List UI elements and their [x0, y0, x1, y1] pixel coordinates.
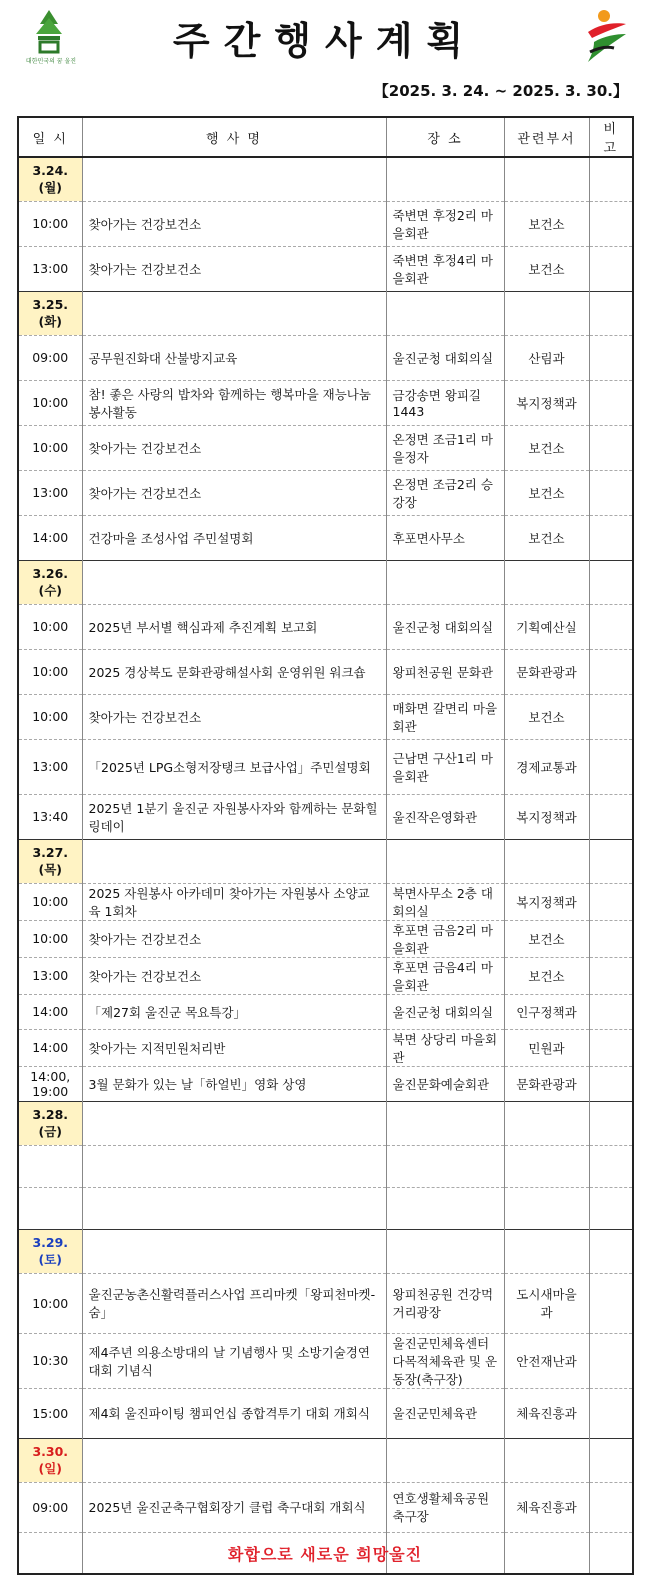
dept-cell: 인구정책과	[504, 994, 589, 1029]
time-cell: 14:00	[18, 1029, 82, 1066]
empty-cell	[504, 1229, 589, 1273]
place-cell: 북면사무소 2층 대회의실	[386, 883, 504, 920]
table-row	[18, 694, 633, 739]
header-time: 일 시	[18, 117, 82, 157]
empty-cell	[386, 157, 504, 201]
event-cell: 찾아가는 건강보건소	[82, 425, 386, 470]
note-cell	[589, 1066, 633, 1101]
note-cell	[589, 920, 633, 957]
table-row	[18, 201, 633, 246]
note-cell	[589, 604, 633, 649]
note-cell	[589, 994, 633, 1029]
dept-cell: 문화관광과	[504, 649, 589, 694]
empty-cell	[589, 839, 633, 883]
place-cell: 죽변면 후정4리 마을회관	[386, 246, 504, 291]
table-row	[18, 739, 633, 794]
time-cell: 10:00	[18, 883, 82, 920]
event-cell: 2025년 울진군축구협회장기 클럽 축구대회 개회식	[82, 1482, 386, 1532]
time-cell: 09:00	[18, 335, 82, 380]
time-cell: 15:00	[18, 1388, 82, 1438]
empty-cell	[82, 1438, 386, 1482]
note-cell	[589, 649, 633, 694]
day-label: 3.26.(수)	[18, 560, 82, 604]
dept-cell: 보건소	[504, 920, 589, 957]
place-cell: 울진군청 대회의실	[386, 604, 504, 649]
note-cell	[589, 1029, 633, 1066]
day-label: 3.24.(월)	[18, 157, 82, 201]
place-cell: 울진군민체육관	[386, 1388, 504, 1438]
table-row	[18, 1066, 633, 1101]
place-cell: 왕피천공원 문화관	[386, 649, 504, 694]
place-cell	[386, 1187, 504, 1229]
note-cell	[589, 1482, 633, 1532]
dept-cell: 보건소	[504, 515, 589, 560]
place-cell	[386, 1145, 504, 1187]
event-cell: 찾아가는 지적민원처리반	[82, 1029, 386, 1066]
empty-cell	[504, 1438, 589, 1482]
place-cell: 연호생활체육공원 축구장	[386, 1482, 504, 1532]
day-row	[18, 1438, 633, 1482]
time-cell: 13:00	[18, 246, 82, 291]
place-cell: 울진문화예술회관	[386, 1066, 504, 1101]
day-row	[18, 291, 633, 335]
dept-cell: 복지정책과	[504, 883, 589, 920]
place-cell: 왕피천공원 건강먹거리광장	[386, 1273, 504, 1333]
place-cell: 후포면 금음2리 마을회관	[386, 920, 504, 957]
event-cell: 찾아가는 건강보건소	[82, 957, 386, 994]
event-cell: 제4주년 의용소방대의 날 기념행사 및 소방기술경연대회 기념식	[82, 1333, 386, 1388]
header-event: 행 사 명	[82, 117, 386, 157]
place-cell: 금강송면 왕피길 1443	[386, 380, 504, 425]
event-cell: 3월 문화가 있는 날「하얼빈」영화 상영	[82, 1066, 386, 1101]
dept-cell: 복지정책과	[504, 380, 589, 425]
place-cell: 울진군청 대회의실	[386, 335, 504, 380]
table-row	[18, 794, 633, 839]
day-row	[18, 560, 633, 604]
time-cell: 10:00	[18, 604, 82, 649]
table-row	[18, 1187, 633, 1229]
table-row	[18, 994, 633, 1029]
empty-cell	[386, 1438, 504, 1482]
time-cell: 10:00	[18, 201, 82, 246]
empty-cell	[589, 1438, 633, 1482]
table-row	[18, 470, 633, 515]
empty-cell	[82, 1101, 386, 1145]
footer-slogan: 화합으로 새로운 희망울진	[227, 1545, 423, 1564]
empty-cell	[386, 1229, 504, 1273]
empty-cell	[82, 157, 386, 201]
event-cell: 찾아가는 건강보건소	[82, 920, 386, 957]
logo-slogan: 대한민국의 꿈 울진	[25, 58, 77, 65]
event-cell	[82, 1187, 386, 1229]
empty-cell	[82, 1229, 386, 1273]
empty-cell	[386, 560, 504, 604]
time-cell: 10:30	[18, 1333, 82, 1388]
time-cell: 10:00	[18, 380, 82, 425]
table-row	[18, 1333, 633, 1388]
place-cell: 울진군청 대회의실	[386, 994, 504, 1029]
empty-cell	[386, 291, 504, 335]
table-row	[18, 649, 633, 694]
note-cell	[589, 694, 633, 739]
place-cell: 울진군민체육센터 다목적체육관 및 운동장(축구장)	[386, 1333, 504, 1388]
dept-cell: 보건소	[504, 425, 589, 470]
table-header-row	[18, 117, 633, 157]
time-cell: 14:00	[18, 515, 82, 560]
event-cell: 「제27회 울진군 목요특강」	[82, 994, 386, 1029]
place-cell: 매화면 갈면리 마을회관	[386, 694, 504, 739]
empty-cell	[82, 839, 386, 883]
empty-cell	[504, 291, 589, 335]
table-row	[18, 515, 633, 560]
note-cell	[589, 1145, 633, 1187]
dept-cell: 보건소	[504, 246, 589, 291]
empty-cell	[504, 1101, 589, 1145]
note-cell	[589, 246, 633, 291]
empty-cell	[589, 1229, 633, 1273]
note-cell	[589, 1388, 633, 1438]
place-cell: 후포면 금음4리 마을회관	[386, 957, 504, 994]
event-cell: 건강마을 조성사업 주민설명회	[82, 515, 386, 560]
note-cell	[589, 425, 633, 470]
header-place: 장 소	[386, 117, 504, 157]
empty-cell	[589, 1101, 633, 1145]
table-row	[18, 335, 633, 380]
table-row	[18, 1388, 633, 1438]
day-row	[18, 839, 633, 883]
time-cell: 14:00, 19:00	[18, 1066, 82, 1101]
day-label: 3.30.(일)	[18, 1438, 82, 1482]
empty-cell	[589, 157, 633, 201]
empty-cell	[589, 291, 633, 335]
place-cell: 온정면 조금1리 마을정자	[386, 425, 504, 470]
time-cell: 09:00	[18, 1482, 82, 1532]
time-cell: 10:00	[18, 1273, 82, 1333]
event-cell: 찾아가는 건강보건소	[82, 470, 386, 515]
dept-cell: 복지정책과	[504, 794, 589, 839]
dept-cell: 체육진흥과	[504, 1388, 589, 1438]
weekly-schedule-table	[17, 116, 634, 1575]
place-cell: 북면 상당리 마을회관	[386, 1029, 504, 1066]
note-cell	[589, 957, 633, 994]
dept-cell: 안전재난과	[504, 1333, 589, 1388]
note-cell	[589, 1333, 633, 1388]
event-cell: 2025 자원봉사 아카데미 찾아가는 자원봉사 소양교육 1회차	[82, 883, 386, 920]
dept-cell	[504, 1187, 589, 1229]
table-row	[18, 380, 633, 425]
time-cell: 10:00	[18, 920, 82, 957]
empty-cell	[504, 560, 589, 604]
day-row	[18, 1229, 633, 1273]
empty-cell	[386, 1101, 504, 1145]
event-cell: 공무원진화대 산불방지교육	[82, 335, 386, 380]
day-label: 3.29.(토)	[18, 1229, 82, 1273]
dept-cell: 도시새마을과	[504, 1273, 589, 1333]
table-row	[18, 1482, 633, 1532]
time-cell: 10:00	[18, 694, 82, 739]
event-cell: 찾아가는 건강보건소	[82, 201, 386, 246]
day-row	[18, 157, 633, 201]
event-cell: 2025년 1분기 울진군 자원봉사자와 함께하는 문화힐링데이	[82, 794, 386, 839]
dept-cell: 보건소	[504, 470, 589, 515]
time-cell: 13:00	[18, 957, 82, 994]
day-label: 3.28.(금)	[18, 1101, 82, 1145]
note-cell	[589, 739, 633, 794]
time-cell: 13:00	[18, 470, 82, 515]
time-cell: 10:00	[18, 425, 82, 470]
time-cell: 13:40	[18, 794, 82, 839]
time-cell: 14:00	[18, 994, 82, 1029]
event-cell: 2025년 부서별 핵심과제 추진계획 보고회	[82, 604, 386, 649]
event-cell: 참! 좋은 사랑의 밥차와 함께하는 행복마을 재능나눔 봉사활동	[82, 380, 386, 425]
note-cell	[589, 1273, 633, 1333]
table-row	[18, 425, 633, 470]
dept-cell: 산림과	[504, 335, 589, 380]
day-row	[18, 1101, 633, 1145]
empty-cell	[82, 291, 386, 335]
note-cell	[589, 794, 633, 839]
dept-cell: 경제교통과	[504, 739, 589, 794]
time-cell: 13:00	[18, 739, 82, 794]
time-cell: 10:00	[18, 649, 82, 694]
page-title: 주간행사계획	[172, 19, 478, 63]
dept-cell: 보건소	[504, 694, 589, 739]
uljin-symbol-icon	[580, 8, 630, 66]
note-cell	[589, 201, 633, 246]
event-cell: 울진군농촌신활력플러스사업 프리마켓「왕피천마켓-숨」	[82, 1273, 386, 1333]
empty-cell	[386, 839, 504, 883]
event-cell	[82, 1145, 386, 1187]
dept-cell: 기획예산실	[504, 604, 589, 649]
note-cell	[589, 883, 633, 920]
event-cell: 2025 경상북도 문화관광해설사회 운영위원 워크숍	[82, 649, 386, 694]
empty-cell	[504, 839, 589, 883]
place-cell: 울진작은영화관	[386, 794, 504, 839]
note-cell	[589, 470, 633, 515]
table-row	[18, 1145, 633, 1187]
table-row	[18, 604, 633, 649]
table-row	[18, 1029, 633, 1066]
dept-cell: 체육진흥과	[504, 1482, 589, 1532]
event-cell: 찾아가는 건강보건소	[82, 246, 386, 291]
header-note: 비 고	[589, 117, 633, 157]
day-label: 3.27.(목)	[18, 839, 82, 883]
empty-cell	[589, 560, 633, 604]
dept-cell: 보건소	[504, 201, 589, 246]
table-row	[18, 920, 633, 957]
event-cell: 찾아가는 건강보건소	[82, 694, 386, 739]
dept-cell	[504, 1145, 589, 1187]
place-cell: 죽변면 후정2리 마을회관	[386, 201, 504, 246]
note-cell	[589, 515, 633, 560]
period-range: 【2025. 3. 24. ~ 2025. 3. 30.】	[373, 82, 628, 100]
day-label: 3.25.(화)	[18, 291, 82, 335]
note-cell	[589, 335, 633, 380]
dept-cell: 민원과	[504, 1029, 589, 1066]
dept-cell: 보건소	[504, 957, 589, 994]
symbol-logo	[580, 8, 630, 66]
table-row	[18, 957, 633, 994]
table-row	[18, 246, 633, 291]
table-row	[18, 1273, 633, 1333]
empty-cell	[82, 560, 386, 604]
place-cell: 근남면 구산1리 마을회관	[386, 739, 504, 794]
time-cell	[18, 1187, 82, 1229]
note-cell	[589, 1187, 633, 1229]
time-cell	[18, 1145, 82, 1187]
note-cell	[589, 380, 633, 425]
event-cell: 「2025년 LPG소형저장탱크 보급사업」주민설명회	[82, 739, 386, 794]
dept-cell: 문화관광과	[504, 1066, 589, 1101]
table-row	[18, 883, 633, 920]
event-cell: 제4회 울진파이팅 챔피언십 종합격투기 대회 개회식	[82, 1388, 386, 1438]
place-cell: 후포면사무소	[386, 515, 504, 560]
place-cell: 온정면 조금2리 승강장	[386, 470, 504, 515]
page-header	[0, 0, 650, 110]
header-dept: 관련부서	[504, 117, 589, 157]
empty-cell	[504, 157, 589, 201]
